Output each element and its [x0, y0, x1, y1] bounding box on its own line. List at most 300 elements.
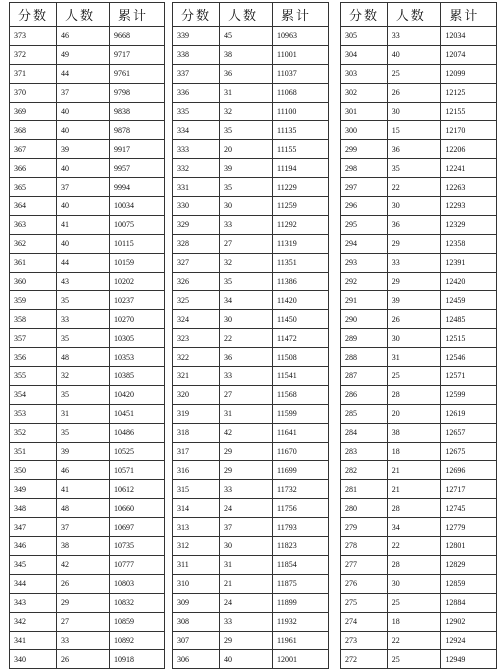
- cell-score: 286: [341, 385, 388, 404]
- cell-score: 292: [341, 272, 388, 291]
- table-row: [10, 593, 165, 612]
- cell-score: 349: [10, 480, 57, 499]
- cell-cumulative: 11732: [273, 480, 329, 499]
- table-row: [173, 310, 329, 329]
- cell-cumulative: 11420: [273, 291, 329, 310]
- table-row: [341, 83, 497, 102]
- cell-count: 38: [57, 537, 110, 556]
- table-row: [173, 461, 329, 480]
- cell-count: 33: [220, 612, 273, 631]
- cell-cumulative: 12801: [441, 537, 497, 556]
- table-row: [10, 555, 165, 574]
- cell-cumulative: 11155: [273, 140, 329, 159]
- cell-cumulative: 11135: [273, 121, 329, 140]
- cell-score: 325: [173, 291, 220, 310]
- cell-count: 37: [220, 518, 273, 537]
- cell-score: 358: [10, 310, 57, 329]
- cell-cumulative: 12391: [441, 253, 497, 272]
- cell-score: 275: [341, 593, 388, 612]
- table-row: [10, 27, 165, 46]
- cell-cumulative: 12675: [441, 442, 497, 461]
- cell-cumulative: 12696: [441, 461, 497, 480]
- cell-score: 341: [10, 631, 57, 650]
- cell-count: 29: [57, 593, 110, 612]
- cell-count: 22: [220, 329, 273, 348]
- cell-score: 326: [173, 272, 220, 291]
- cell-count: 46: [57, 27, 110, 46]
- cell-cumulative: 11641: [273, 423, 329, 442]
- cell-score: 278: [341, 537, 388, 556]
- cell-cumulative: 10892: [110, 631, 165, 650]
- table-row: [341, 442, 497, 461]
- cell-score: 346: [10, 537, 57, 556]
- cell-score: 351: [10, 442, 57, 461]
- cell-cumulative: 12546: [441, 348, 497, 367]
- cell-cumulative: 12293: [441, 197, 497, 216]
- cell-score: 365: [10, 178, 57, 197]
- cell-count: 31: [387, 348, 441, 367]
- cell-count: 37: [57, 83, 110, 102]
- cell-cumulative: 11351: [273, 253, 329, 272]
- cell-count: 22: [387, 178, 441, 197]
- cell-score: 305: [341, 27, 388, 46]
- cell-count: 35: [387, 159, 441, 178]
- table-row: [173, 518, 329, 537]
- cell-count: 42: [57, 555, 110, 574]
- cell-count: 44: [57, 64, 110, 83]
- cell-count: 24: [220, 499, 273, 518]
- table-row: [173, 272, 329, 291]
- cell-count: 39: [57, 442, 110, 461]
- cell-count: 42: [220, 423, 273, 442]
- cell-score: 329: [173, 215, 220, 234]
- cell-count: 44: [57, 253, 110, 272]
- cell-score: 300: [341, 121, 388, 140]
- header-count: 人数: [387, 3, 441, 27]
- cell-count: 28: [387, 499, 441, 518]
- cell-count: 39: [387, 291, 441, 310]
- cell-cumulative: 11450: [273, 310, 329, 329]
- cell-cumulative: 12599: [441, 385, 497, 404]
- table-row: [341, 555, 497, 574]
- cell-score: 289: [341, 329, 388, 348]
- table-row: [173, 404, 329, 423]
- table-row: [173, 121, 329, 140]
- table-row: [173, 650, 329, 669]
- cell-cumulative: 12515: [441, 329, 497, 348]
- cell-count: 30: [387, 329, 441, 348]
- table-row: [173, 348, 329, 367]
- cell-score: 293: [341, 253, 388, 272]
- table-row: [341, 178, 497, 197]
- cell-count: 28: [387, 385, 441, 404]
- table-row: [341, 631, 497, 650]
- cell-cumulative: 10385: [110, 367, 165, 386]
- table-header-row: [173, 3, 329, 27]
- cell-score: 320: [173, 385, 220, 404]
- cell-cumulative: 10034: [110, 197, 165, 216]
- table-row: [341, 499, 497, 518]
- table-row: [341, 27, 497, 46]
- cell-cumulative: 12074: [441, 45, 497, 64]
- cell-cumulative: 12155: [441, 102, 497, 121]
- table-row: [10, 45, 165, 64]
- table-row: [173, 574, 329, 593]
- cell-score: 355: [10, 367, 57, 386]
- cell-score: 368: [10, 121, 57, 140]
- table-row: [341, 367, 497, 386]
- cell-cumulative: 10420: [110, 385, 165, 404]
- cell-score: 371: [10, 64, 57, 83]
- cell-count: 40: [57, 197, 110, 216]
- cell-cumulative: 10270: [110, 310, 165, 329]
- table-row: [173, 234, 329, 253]
- cell-count: 36: [387, 215, 441, 234]
- score-table-1: [9, 2, 165, 669]
- cell-count: 25: [387, 650, 441, 669]
- cell-count: 26: [57, 574, 110, 593]
- cell-cumulative: 11854: [273, 555, 329, 574]
- cell-cumulative: 12571: [441, 367, 497, 386]
- table-row: [10, 291, 165, 310]
- cell-cumulative: 10237: [110, 291, 165, 310]
- cell-cumulative: 11599: [273, 404, 329, 423]
- cell-cumulative: 9957: [110, 159, 165, 178]
- cell-count: 41: [57, 215, 110, 234]
- header-cumulative: 累计: [441, 3, 497, 27]
- table-row: [341, 234, 497, 253]
- cell-score: 336: [173, 83, 220, 102]
- cell-cumulative: 11699: [273, 461, 329, 480]
- table-row: [10, 102, 165, 121]
- cell-cumulative: 9917: [110, 140, 165, 159]
- table-row: [173, 159, 329, 178]
- table-row: [173, 367, 329, 386]
- cell-cumulative: 10353: [110, 348, 165, 367]
- cell-count: 33: [57, 310, 110, 329]
- cell-cumulative: 10115: [110, 234, 165, 253]
- cell-cumulative: 12745: [441, 499, 497, 518]
- cell-score: 282: [341, 461, 388, 480]
- cell-score: 347: [10, 518, 57, 537]
- cell-score: 313: [173, 518, 220, 537]
- table-row: [173, 631, 329, 650]
- cell-cumulative: 12420: [441, 272, 497, 291]
- table-row: [10, 385, 165, 404]
- table-row: [10, 215, 165, 234]
- cell-count: 20: [220, 140, 273, 159]
- cell-cumulative: 11932: [273, 612, 329, 631]
- cell-cumulative: 12859: [441, 574, 497, 593]
- cell-score: 340: [10, 650, 57, 669]
- table-row: [341, 121, 497, 140]
- cell-cumulative: 11541: [273, 367, 329, 386]
- header-count: 人数: [57, 3, 110, 27]
- table-row: [341, 253, 497, 272]
- cell-score: 354: [10, 385, 57, 404]
- cell-score: 339: [173, 27, 220, 46]
- cell-cumulative: 12459: [441, 291, 497, 310]
- table-row: [10, 83, 165, 102]
- cell-score: 295: [341, 215, 388, 234]
- cell-cumulative: 11229: [273, 178, 329, 197]
- cell-score: 322: [173, 348, 220, 367]
- cell-count: 41: [57, 480, 110, 499]
- cell-count: 24: [220, 593, 273, 612]
- table-row: [341, 291, 497, 310]
- cell-count: 27: [220, 385, 273, 404]
- table-row: [173, 555, 329, 574]
- cell-score: 332: [173, 159, 220, 178]
- cell-cumulative: 12779: [441, 518, 497, 537]
- cell-cumulative: 12924: [441, 631, 497, 650]
- cell-count: 31: [57, 404, 110, 423]
- cell-score: 311: [173, 555, 220, 574]
- cell-count: 33: [220, 480, 273, 499]
- cell-cumulative: 9668: [110, 27, 165, 46]
- cell-score: 360: [10, 272, 57, 291]
- table-row: [10, 121, 165, 140]
- cell-score: 359: [10, 291, 57, 310]
- cell-score: 343: [10, 593, 57, 612]
- cell-cumulative: 10571: [110, 461, 165, 480]
- table-row: [10, 612, 165, 631]
- cell-count: 31: [220, 555, 273, 574]
- table-row: [341, 215, 497, 234]
- table-row: [173, 593, 329, 612]
- cell-cumulative: 9761: [110, 64, 165, 83]
- cell-score: 369: [10, 102, 57, 121]
- cell-score: 324: [173, 310, 220, 329]
- cell-score: 307: [173, 631, 220, 650]
- cell-cumulative: 12717: [441, 480, 497, 499]
- cell-count: 39: [57, 140, 110, 159]
- cell-cumulative: 11068: [273, 83, 329, 102]
- cell-score: 361: [10, 253, 57, 272]
- cell-score: 272: [341, 650, 388, 669]
- cell-cumulative: 11292: [273, 215, 329, 234]
- cell-score: 331: [173, 178, 220, 197]
- cell-count: 25: [387, 64, 441, 83]
- cell-count: 29: [220, 631, 273, 650]
- cell-score: 297: [341, 178, 388, 197]
- cell-count: 27: [220, 234, 273, 253]
- cell-count: 48: [57, 348, 110, 367]
- cell-cumulative: 11472: [273, 329, 329, 348]
- cell-cumulative: 11568: [273, 385, 329, 404]
- cell-count: 40: [57, 102, 110, 121]
- cell-score: 362: [10, 234, 57, 253]
- table-row: [10, 442, 165, 461]
- table-row: [341, 329, 497, 348]
- table-row: [10, 140, 165, 159]
- cell-count: 32: [220, 102, 273, 121]
- cell-cumulative: 10832: [110, 593, 165, 612]
- cell-score: 327: [173, 253, 220, 272]
- table-row: [173, 480, 329, 499]
- table-row: [173, 178, 329, 197]
- cell-cumulative: 12034: [441, 27, 497, 46]
- cell-count: 26: [387, 310, 441, 329]
- table-row: [341, 650, 497, 669]
- cell-count: 30: [387, 102, 441, 121]
- cell-count: 18: [387, 612, 441, 631]
- cell-score: 364: [10, 197, 57, 216]
- table-row: [173, 423, 329, 442]
- cell-count: 45: [220, 27, 273, 46]
- table-row: [10, 480, 165, 499]
- header-count: 人数: [220, 3, 273, 27]
- table-row: [341, 612, 497, 631]
- cell-score: 317: [173, 442, 220, 461]
- cell-cumulative: 11259: [273, 197, 329, 216]
- cell-count: 35: [57, 291, 110, 310]
- cell-score: 335: [173, 102, 220, 121]
- table-row: [341, 102, 497, 121]
- cell-count: 40: [57, 121, 110, 140]
- table-row: [173, 27, 329, 46]
- table-row: [341, 64, 497, 83]
- cell-count: 35: [220, 178, 273, 197]
- cell-cumulative: 12358: [441, 234, 497, 253]
- table-row: [10, 253, 165, 272]
- header-cumulative: 累计: [110, 3, 165, 27]
- table-row: [341, 404, 497, 423]
- cell-cumulative: 12170: [441, 121, 497, 140]
- cell-count: 32: [57, 367, 110, 386]
- cell-count: 35: [220, 121, 273, 140]
- cell-score: 288: [341, 348, 388, 367]
- cell-score: 323: [173, 329, 220, 348]
- score-table-2: [172, 2, 329, 669]
- cell-score: 373: [10, 27, 57, 46]
- cell-score: 276: [341, 574, 388, 593]
- cell-score: 316: [173, 461, 220, 480]
- cell-cumulative: 11875: [273, 574, 329, 593]
- cell-cumulative: 12206: [441, 140, 497, 159]
- cell-count: 30: [387, 197, 441, 216]
- cell-cumulative: 10486: [110, 423, 165, 442]
- cell-score: 350: [10, 461, 57, 480]
- cell-count: 34: [387, 518, 441, 537]
- cell-count: 34: [220, 291, 273, 310]
- table-row: [173, 197, 329, 216]
- cell-count: 38: [220, 45, 273, 64]
- cell-score: 334: [173, 121, 220, 140]
- cell-score: 357: [10, 329, 57, 348]
- cell-count: 40: [220, 650, 273, 669]
- cell-cumulative: 11001: [273, 45, 329, 64]
- cell-score: 294: [341, 234, 388, 253]
- cell-score: 296: [341, 197, 388, 216]
- cell-count: 21: [220, 574, 273, 593]
- cell-cumulative: 11793: [273, 518, 329, 537]
- cell-cumulative: 9994: [110, 178, 165, 197]
- cell-score: 291: [341, 291, 388, 310]
- cell-count: 33: [57, 631, 110, 650]
- cell-count: 49: [57, 45, 110, 64]
- table-row: [173, 291, 329, 310]
- cell-score: 303: [341, 64, 388, 83]
- cell-cumulative: 12241: [441, 159, 497, 178]
- table-row: [173, 442, 329, 461]
- score-table-3: [340, 2, 497, 669]
- cell-count: 21: [387, 480, 441, 499]
- cell-count: 30: [220, 197, 273, 216]
- table-row: [10, 348, 165, 367]
- table-row: [10, 329, 165, 348]
- cell-count: 48: [57, 499, 110, 518]
- cell-count: 33: [220, 215, 273, 234]
- table-row: [341, 348, 497, 367]
- cell-cumulative: 12657: [441, 423, 497, 442]
- cell-score: 312: [173, 537, 220, 556]
- cell-count: 31: [220, 404, 273, 423]
- cell-count: 33: [387, 253, 441, 272]
- table-row: [173, 45, 329, 64]
- cell-count: 40: [57, 159, 110, 178]
- cell-cumulative: 9878: [110, 121, 165, 140]
- cell-score: 367: [10, 140, 57, 159]
- cell-score: 280: [341, 499, 388, 518]
- cell-score: 353: [10, 404, 57, 423]
- table-row: [341, 593, 497, 612]
- cell-score: 328: [173, 234, 220, 253]
- cell-score: 274: [341, 612, 388, 631]
- cell-count: 25: [387, 367, 441, 386]
- cell-count: 38: [387, 423, 441, 442]
- cell-count: 29: [387, 272, 441, 291]
- cell-count: 33: [387, 27, 441, 46]
- cell-score: 338: [173, 45, 220, 64]
- cell-count: 36: [220, 348, 273, 367]
- cell-count: 35: [57, 385, 110, 404]
- cell-score: 345: [10, 555, 57, 574]
- table-row: [173, 385, 329, 404]
- cell-cumulative: 12329: [441, 215, 497, 234]
- cell-count: 30: [220, 310, 273, 329]
- cell-cumulative: 10660: [110, 499, 165, 518]
- table-row: [10, 537, 165, 556]
- cell-count: 35: [57, 329, 110, 348]
- table-row: [10, 159, 165, 178]
- cell-score: 302: [341, 83, 388, 102]
- table-row: [10, 234, 165, 253]
- table-row: [341, 310, 497, 329]
- cell-cumulative: 10612: [110, 480, 165, 499]
- table-row: [173, 612, 329, 631]
- cell-count: 15: [387, 121, 441, 140]
- cell-score: 363: [10, 215, 57, 234]
- cell-cumulative: 10777: [110, 555, 165, 574]
- table-row: [341, 45, 497, 64]
- table-row: [10, 499, 165, 518]
- cell-count: 29: [220, 442, 273, 461]
- cell-score: 352: [10, 423, 57, 442]
- cell-cumulative: 11756: [273, 499, 329, 518]
- cell-count: 18: [387, 442, 441, 461]
- cell-score: 344: [10, 574, 57, 593]
- cell-count: 21: [387, 461, 441, 480]
- cell-cumulative: 12884: [441, 593, 497, 612]
- cell-score: 273: [341, 631, 388, 650]
- cell-cumulative: 12949: [441, 650, 497, 669]
- cell-cumulative: 10918: [110, 650, 165, 669]
- table-row: [10, 461, 165, 480]
- header-cumulative: 累计: [273, 3, 329, 27]
- table-row: [341, 423, 497, 442]
- cell-cumulative: 10963: [273, 27, 329, 46]
